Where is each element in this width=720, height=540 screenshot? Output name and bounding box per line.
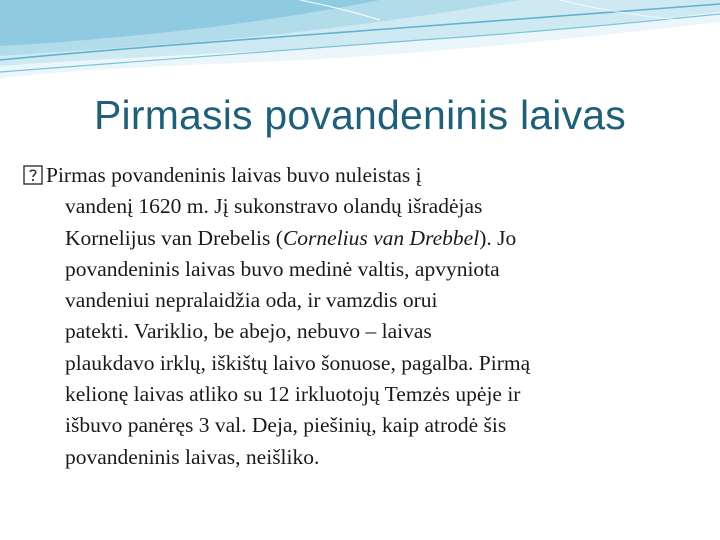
paragraph-line-1 [22,160,692,191]
paragraph-line-3-post: ). Jo [479,225,517,250]
paragraph-line-3-pre: Kornelijus van Drebelis ( [65,225,283,250]
header-wave-decoration [0,0,720,90]
paragraph-line-1-text: Pirmas povandeninis laivas buvo nuleistas į [46,163,422,187]
paragraph-line-3 [22,223,692,254]
paragraph-line-6: patekti. Variklio, be abejo, nebuvo – laivas [65,319,432,344]
paragraph-line-8: kelionę laivas atliko su 12 irkluotojų Temzės upėje ir [65,382,521,407]
paragraph-line-10: povandeninis laivas, neišliko. [65,444,320,469]
paragraph-line-9: išbuvo panėręs 3 val. Deja, piešinių, kaip atrodė šis [65,413,507,438]
body-paragraph [22,160,692,473]
slide-title: Pirmasis povandeninis laivas [93,92,626,138]
paragraph-line-5: vandeniui nepralaidžia oda, ir vamzdis orui [65,288,438,313]
paragraph-line-4: povandeninis laivas buvo medinė valtis, apvyniota [65,256,500,281]
paragraph-line-2: vandenį 1620 m. Jį sukonstravo olandų išradėjas [65,194,483,219]
paragraph-line-7: plaukdavo irklų, iškištų laivo šonuose, pagalba. Pirmą [65,350,531,375]
unknown-glyph-icon [22,164,44,186]
paragraph-line-3-italic: Cornelius van Drebbel [282,225,480,250]
